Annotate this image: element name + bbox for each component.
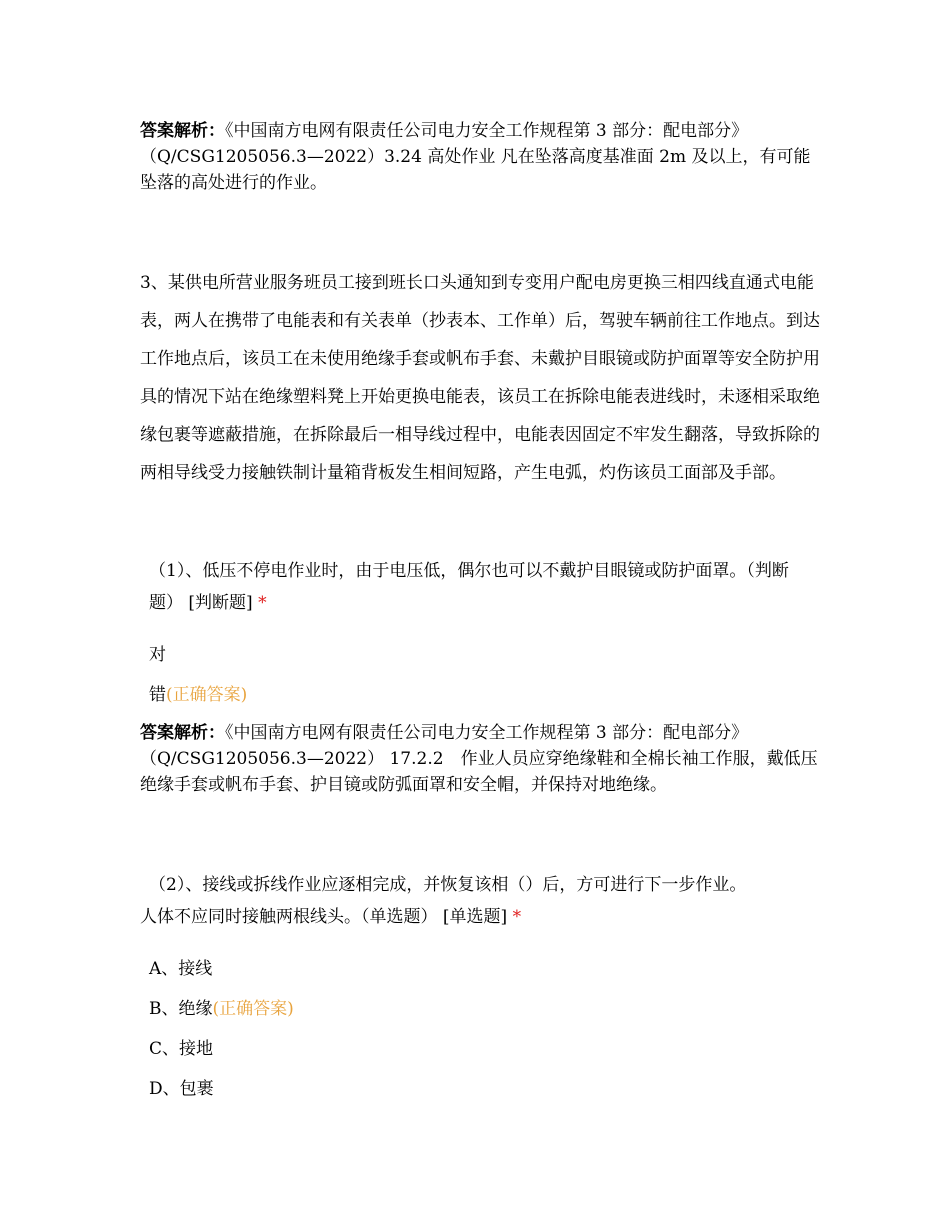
required-mark: * [258, 593, 267, 613]
q2-option-d[interactable]: D、包裹 [149, 1079, 214, 1099]
question-2-stem: （2）、接线或拆线作业应逐相完成，并恢复该相（）后，方可进行下一步作业。 人体不应同时接触两根线头。（单选题） [单选题] * [140, 875, 747, 927]
q1-option-false[interactable]: 错(正确答案) [149, 685, 248, 705]
analysis-label: 答案解析： [140, 121, 225, 141]
answer-analysis-q1 [140, 720, 820, 798]
correct-answer-tag: (正确答案) [166, 685, 248, 705]
required-mark: * [512, 907, 522, 927]
q1-option-true[interactable]: 对 [149, 645, 166, 665]
answer-analysis-1 [140, 118, 820, 196]
analysis-text: 《中国南方电网有限责任公司电力安全工作规程第 3 部分：配电部分》（Q/CSG1205056.3—2022） 17.2.2 作业人员应穿绝缘鞋和全棉长袖工作服，戴低压绝缘手套或帆布手套、护目镜或防弧面罩和安全帽，并保持对地绝缘。 [140, 723, 818, 795]
case-text: 3、某供电所营业服务班员工接到班长口头通知到专变用户配电房更换三相四线直通式电能表，两人在携带了电能表和有关表单（抄表本、工作单）后，驾驶车辆前往工作地点。到达工作地点后，该员工在未使用绝缘手套或帆布手套、未戴护目眼镜或防护面罩等安全防护用具的情况下站在绝缘塑料凳上开始更换电能表，该员工在拆除电能表进线时，未逐相采取绝缘包裹等遮蔽措施，在拆除最后一相导线过程中，电能表因固定不牢发生翻落，导致拆除的两相导线受力接触铁制计量箱背板发生相间短路，产生电弧，灼伤该员工面部及手部。 [140, 273, 820, 483]
q2-option-a[interactable]: A、接线 [149, 959, 213, 979]
correct-answer-tag: (正确答案) [212, 999, 294, 1019]
q2-option-b[interactable]: B、绝缘(正确答案) [149, 999, 294, 1019]
analysis-text: 《中国南方电网有限责任公司电力安全工作规程第 3 部分：配电部分》（Q/CSG1205056.3—2022）3.24 高处作业 凡在坠落高度基准面 2m 及以上，有可能坠落的高处进行的作业。 [140, 121, 811, 193]
q2-option-c[interactable]: C、接地 [149, 1039, 214, 1059]
case-question-3 [140, 264, 820, 492]
analysis-label: 答案解析： [140, 723, 225, 743]
question-1-stem: （1）、低压不停电作业时，由于电压低，偶尔也可以不戴护目眼镜或防护面罩。（判断题） [判断题] * [149, 561, 789, 613]
